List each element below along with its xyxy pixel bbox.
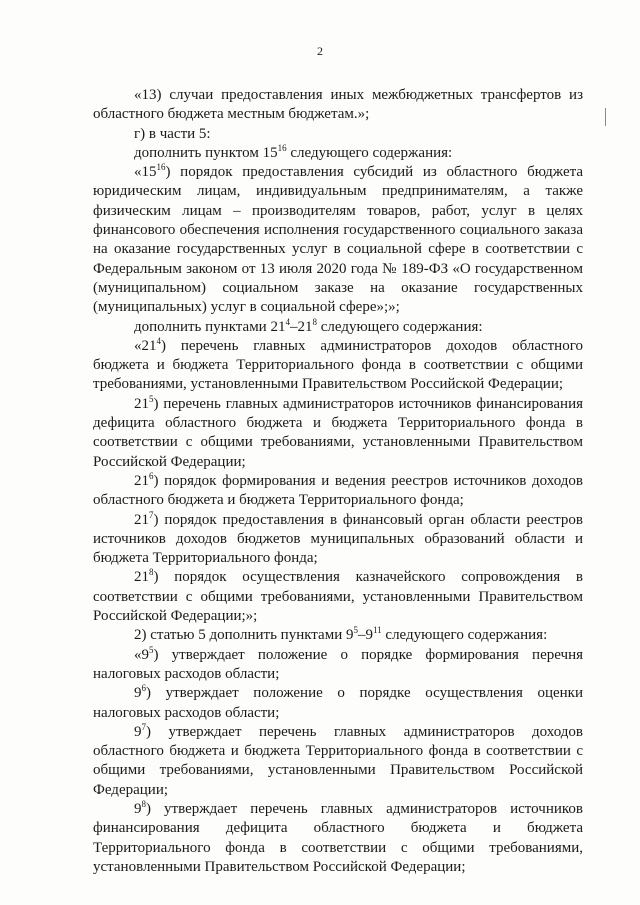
paragraph [93, 800, 583, 877]
paragraph-text: ) утверждает положение о порядке формирования перечня налоговых расходов области; [93, 646, 583, 682]
paragraph [93, 626, 583, 645]
paragraph [93, 472, 583, 511]
paragraph [93, 318, 583, 337]
superscript: 8 [141, 798, 146, 809]
paragraph-text: дополнить пунктами 21 [134, 318, 286, 335]
paragraph-text: г) в части 5: [134, 125, 211, 142]
paragraph-text: –9 [357, 627, 373, 644]
superscript: 5 [353, 625, 358, 636]
paragraph-text: «9 [134, 646, 149, 663]
paragraph-text: 9 [134, 685, 142, 702]
superscript: 11 [372, 625, 382, 636]
superscript: 5 [149, 393, 154, 404]
paragraph [93, 684, 583, 723]
paragraph [93, 125, 583, 144]
scan-edge-mark [605, 108, 606, 126]
superscript: 5 [149, 644, 154, 655]
paragraph-text: 21 [134, 569, 149, 586]
paragraph [93, 511, 583, 569]
superscript: 7 [141, 721, 146, 732]
paragraph-text: ) перечень главных администраторов доходов областного бюджета и бюджета Территориального фонда в соответствии с общими требованиями, установленными Правительством Российской Федерации; [93, 337, 583, 393]
paragraph-text: ) порядок предоставления субсидий из областного бюджета юридическим лицам, индивидуальным предпринимателям, а также физическим лицам – производителям товаров, работ, услуг в целях финансового обеспечения исполнения государственного социального заказа на оказание государственных услуг в социальной сфере в соответствии с Федеральным законом от 13 июля 2020 года № 189-ФЗ «О государственном (муниципальном) социальном заказе на оказание государственных (муниципальных) услуг в социальной сфере»;»; [93, 164, 583, 316]
document-body [93, 86, 583, 877]
paragraph-text: 2) статью 5 дополнить пунктами 9 [134, 627, 354, 644]
paragraph [93, 395, 583, 472]
superscript: 4 [285, 316, 290, 327]
superscript: 8 [149, 567, 154, 578]
paragraph-text: ) утверждает перечень главных администраторов источников финансирования дефицита областного бюджета и бюджета Территориального фонда в соответствии с общими требованиями, установленными Правительством Российской Федерации; [93, 800, 583, 875]
paragraph-text: –21 [289, 318, 313, 335]
superscript: 4 [156, 335, 161, 346]
superscript: 16 [277, 142, 287, 153]
superscript: 6 [141, 683, 146, 694]
paragraph-text: 21 [134, 472, 149, 489]
paragraph-text: 9 [134, 723, 142, 740]
page-number: 2 [317, 44, 323, 58]
paragraph-text: ) перечень главных администраторов источников финансирования дефицита областного бюджета и бюджета Территориального фонда в соответствии с общими требованиями, установленными Правительством Российской Федерации; [93, 395, 583, 470]
paragraph-text: 21 [134, 395, 149, 412]
paragraph-text: ) порядок осуществления казначейского сопровождения в соответствии с общими требованиями, установленными Правительством Российской Федерации;»; [93, 569, 583, 625]
paragraph-text: следующего содержания: [316, 318, 483, 335]
paragraph-text: «21 [134, 337, 157, 354]
paragraph-text: следующего содержания: [381, 627, 548, 644]
paragraph-text: ) порядок предоставления в финансовый орган области реестров источников доходов бюджетов муниципальных образований области и бюджета Территориального фонда; [93, 511, 583, 567]
paragraph-text: 21 [134, 511, 149, 528]
paragraph-text: «13) случаи предоставления иных межбюджетных трансфертов из областного бюджета местным бюджетам.»; [93, 87, 583, 123]
paragraph-text: «15 [134, 164, 157, 181]
paragraph-text: 9 [134, 800, 142, 817]
paragraph [93, 723, 583, 800]
paragraph-text: дополнить пунктом 15 [134, 144, 278, 161]
superscript: 6 [149, 470, 154, 481]
paragraph-text: ) утверждает положение о порядке осуществления оценки налоговых расходов области; [93, 685, 583, 721]
superscript: 16 [156, 162, 166, 173]
paragraph-text: ) порядок формирования и ведения реестров источников доходов областного бюджета и бюджета Территориального фонда; [93, 472, 583, 509]
superscript: 8 [312, 316, 317, 327]
paragraph-text: ) утверждает перечень главных администраторов доходов областного бюджета и бюджета Территориального фонда в соответствии с общими требованиями, установленными Правительством Российской Федерации; [93, 723, 583, 798]
paragraph [93, 568, 583, 626]
paragraph [93, 646, 583, 685]
paragraph-text: следующего содержания: [286, 144, 453, 161]
paragraph [93, 86, 583, 125]
paragraph [93, 163, 583, 317]
paragraph [93, 337, 583, 395]
paragraph [93, 144, 583, 163]
superscript: 7 [149, 509, 154, 520]
